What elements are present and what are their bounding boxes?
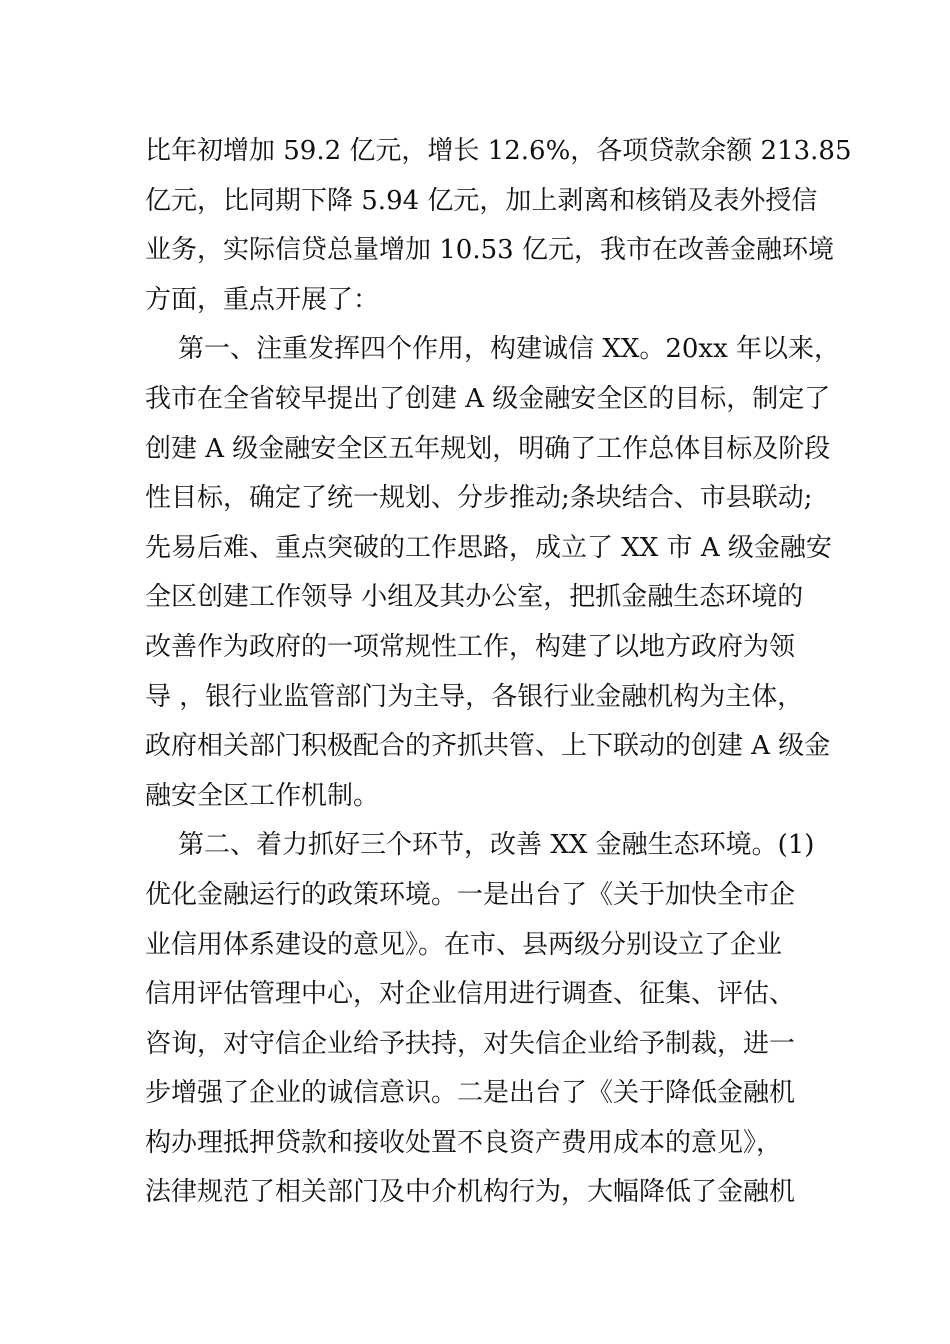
text-line: 创建 A 级金融安全区五年规划，明确了工作总体目标及阶段 bbox=[145, 433, 831, 464]
text-line: 政府相关部门积极配合的齐抓共管、上下联动的创建 A 级金 bbox=[145, 731, 831, 762]
paragraph-first-line: 第二、着力抓好三个环节，改善 XX 金融生态环境。(1) bbox=[145, 830, 815, 861]
text-line: 融安全区工作机制。 bbox=[145, 780, 380, 811]
text-line: 构办理抵押贷款和接收处置不良资产费用成本的意见》， bbox=[145, 1127, 783, 1158]
paragraph-first-line: 第一、注重发挥四个作用，构建诚信 XX。20xx 年以来， bbox=[145, 334, 841, 365]
text-line: 我市在全省较早提出了创建 A 级金融安全区的目标，制定了 bbox=[145, 383, 831, 414]
text-line: 法律规范了相关部门及中介机构行为，大幅降低了金融机 bbox=[145, 1177, 796, 1208]
text-line: 方面，重点开展了： bbox=[145, 284, 380, 315]
text-line: 信用评估管理中心，对企业信用进行调查、征集、评估、 bbox=[145, 979, 796, 1010]
text-line: 改善作为政府的一项常规性工作，构建了以地方政府为领 bbox=[145, 631, 796, 662]
text-line: 先易后难、重点突破的工作思路，成立了 XX 市 A 级金融安 bbox=[145, 532, 832, 563]
text-line: 比年初增加 59.2 亿元，增长 12.6%，各项贷款余额 213.85 bbox=[145, 136, 852, 166]
body-text bbox=[145, 127, 852, 1218]
text-line: 业务，实际信贷总量增加 10.53 亿元，我市在改善金融环境 bbox=[145, 235, 834, 266]
text-line: 性目标，确定了统一规划、分步推动;条块结合、市县联动; bbox=[145, 483, 813, 514]
text-line: 优化金融运行的政策环境。一是出台了《关于加快全市企 bbox=[145, 879, 796, 910]
text-line: 步增强了企业的诚信意识。二是出台了《关于降低金融机 bbox=[145, 1078, 796, 1109]
text-line: 全区创建工作领导 小组及其办公室，把抓金融生态环境的 bbox=[145, 582, 804, 613]
text-line: 业信用体系建设的意见》。在市、县两级分别设立了企业 bbox=[145, 929, 783, 960]
text-line: 导 ，银行业监管部门为主导，各银行业金融机构为主体， bbox=[145, 681, 804, 712]
text-line: 亿元，比同期下降 5.94 亿元，加上剥离和核销及表外授信 bbox=[145, 185, 818, 216]
text-line: 咨询，对守信企业给予扶持，对失信企业给予制裁，进一 bbox=[145, 1028, 796, 1059]
